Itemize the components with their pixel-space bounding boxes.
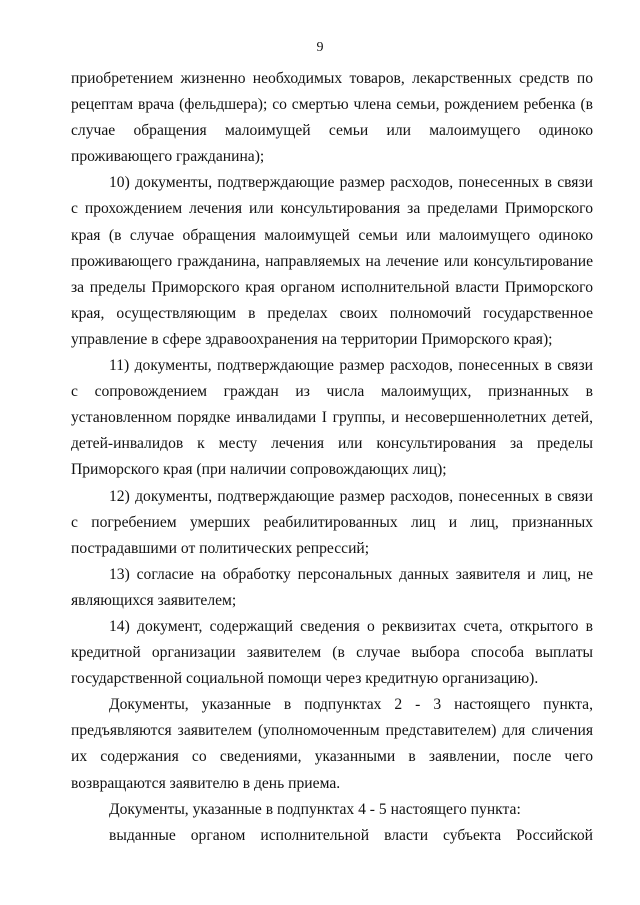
document-body: [71, 66, 593, 849]
paragraph-item-14: 14) документ, содержащий сведения о реквизитах счета, открытого в кредитной организации заявителем (в случае выбора способа выплаты государственной социальной помощи через кредитную организацию).: [71, 617, 593, 688]
paragraph-issued-by: выданные органом исполнительной власти субъекта Российской: [109, 826, 593, 844]
page-number: 9: [316, 40, 324, 55]
paragraph-documents-2-3: Документы, указанные в подпунктах 2 - 3 настоящего пункта, предъявляются заявителем (уполномоченным представителем) для сличения их содержания со сведениями, указанными в заявлении, после чего возвращаются заявителю в день приема.: [71, 696, 593, 792]
paragraph-continuation: приобретением жизненно необходимых товаров, лекарственных средств по рецептам врача (фельдшера); со смертью члена семьи, рождением ребенка (в случае обращения малоимущей семьи или малоимущего одиноко проживающего гражданина);: [71, 70, 593, 166]
paragraph-item-12: 12) документы, подтверждающие размер расходов, понесенных в связи с погребением умерших реабилитированных лиц и лиц, признанных пострадавшими от политических репрессий;: [71, 487, 593, 557]
paragraph-item-10: 10) документы, подтверждающие размер расходов, понесенных в связи с прохождением лечения или консультирования за пределами Приморского края (в случае обращения малоимущей семьи или малоимущего одиноко проживающего гражданина, направляемых на лечение или консультирование за пределы Приморского края органом исполнительной власти Приморского края, осуществляющим в пределах своих полномочий государственное управление в сфере здравоохранения на территории Приморского края);: [71, 174, 593, 348]
paragraph-documents-4-5: Документы, указанные в подпунктах 4 - 5 настоящего пункта:: [109, 800, 521, 818]
paragraph-item-11: 11) документы, подтверждающие размер расходов, понесенных в связи с сопровождением граждан из числа малоимущих, признанных в установленном порядке инвалидами I группы, и несовершеннолетних детей, детей-инвалидов к месту лечения или консультирования за пределы Приморского края (при наличии сопровождающих лиц);: [71, 357, 593, 479]
paragraph-item-13: 13) согласие на обработку персональных данных заявителя и лиц, не являющихся заявителем;: [71, 565, 593, 609]
